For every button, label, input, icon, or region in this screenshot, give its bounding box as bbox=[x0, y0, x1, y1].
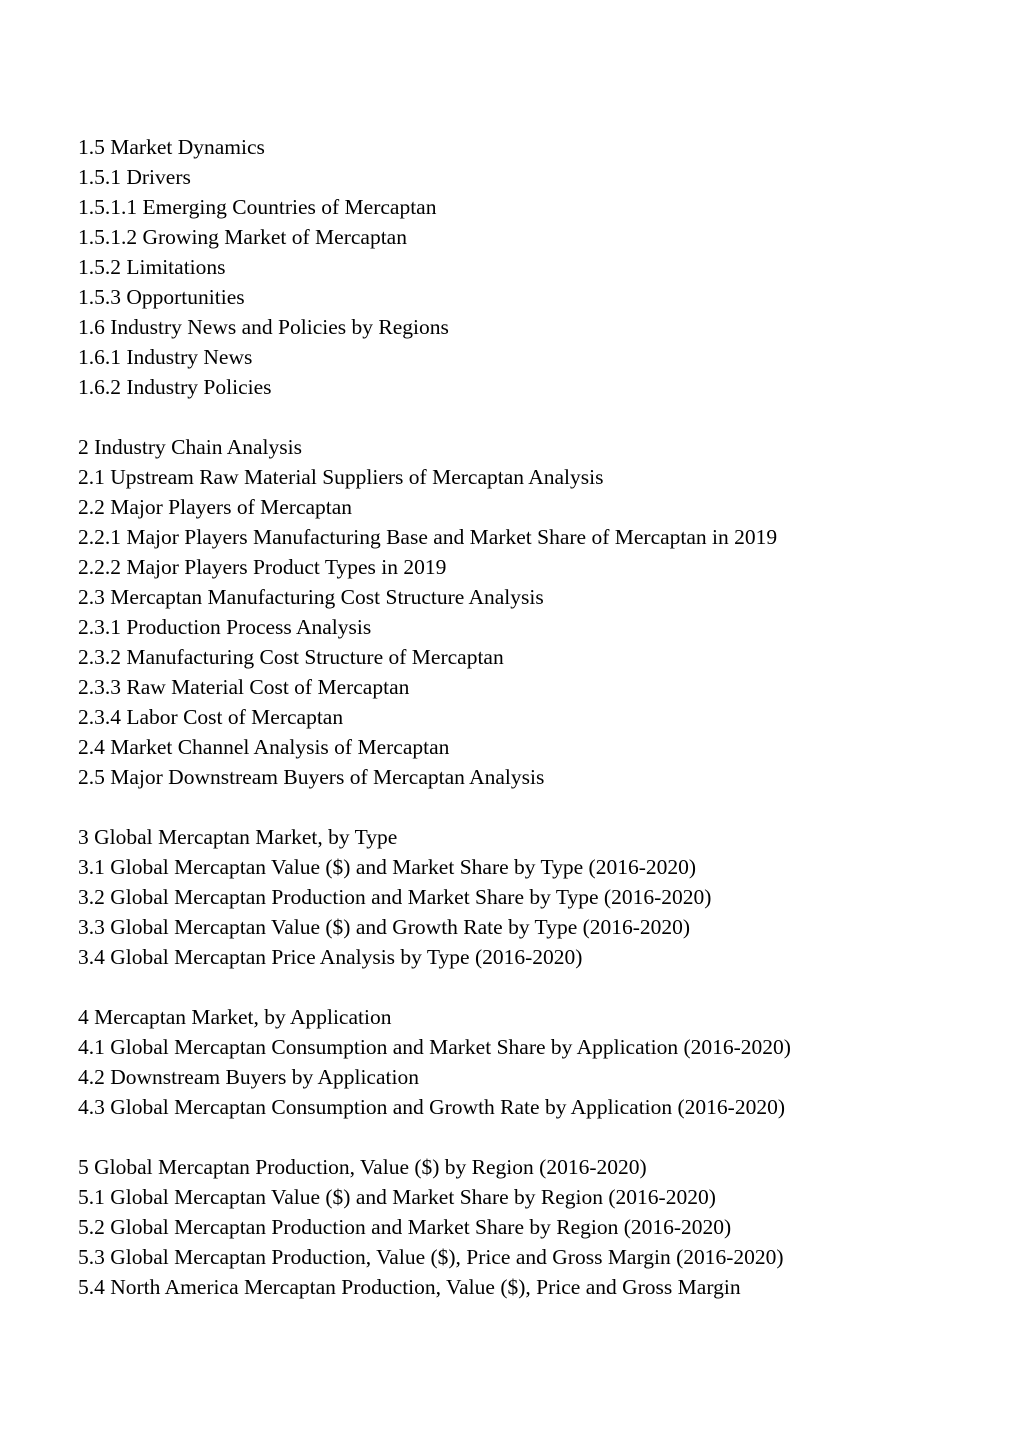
toc-entry: 4.1 Global Mercaptan Consumption and Market Share by Application (2016-2020) bbox=[78, 1035, 791, 1059]
toc-entry: 3.2 Global Mercaptan Production and Market Share by Type (2016-2020) bbox=[78, 885, 712, 909]
toc-entry: 3.1 Global Mercaptan Value ($) and Market Share by Type (2016-2020) bbox=[78, 855, 697, 879]
toc-entry: 2.5 Major Downstream Buyers of Mercaptan Analysis bbox=[78, 765, 545, 789]
toc-entry: 1.5.1.1 Emerging Countries of Mercaptan bbox=[78, 195, 437, 219]
toc-entry: 3.3 Global Mercaptan Value ($) and Growth Rate by Type (2016-2020) bbox=[78, 915, 691, 939]
toc-section-5 bbox=[78, 1152, 978, 1302]
toc-entry: 1.5.2 Limitations bbox=[78, 255, 226, 279]
toc-section-2 bbox=[78, 432, 978, 792]
toc-entry: 2.3.3 Raw Material Cost of Mercaptan bbox=[78, 675, 410, 699]
toc-entry: 2.3.1 Production Process Analysis bbox=[78, 615, 372, 639]
toc-section-1-5 bbox=[78, 132, 978, 402]
table-of-contents bbox=[78, 132, 978, 1302]
toc-entry: 2.2 Major Players of Mercaptan bbox=[78, 495, 353, 519]
toc-section-3 bbox=[78, 822, 978, 972]
toc-chapter-heading: 3 Global Mercaptan Market, by Type bbox=[78, 825, 398, 849]
toc-entry: 1.6.1 Industry News bbox=[78, 345, 253, 369]
toc-entry: 1.6 Industry News and Policies by Regions bbox=[78, 315, 449, 339]
toc-chapter-heading: 5 Global Mercaptan Production, Value ($) by Region (2016-2020) bbox=[78, 1155, 647, 1179]
toc-entry: 1.5.1.2 Growing Market of Mercaptan bbox=[78, 225, 407, 249]
toc-chapter-heading: 4 Mercaptan Market, by Application bbox=[78, 1005, 392, 1029]
toc-entry: 2.3.2 Manufacturing Cost Structure of Mercaptan bbox=[78, 645, 504, 669]
toc-entry: 5.4 North America Mercaptan Production, Value ($), Price and Gross Margin bbox=[78, 1275, 741, 1299]
toc-entry: 5.2 Global Mercaptan Production and Market Share by Region (2016-2020) bbox=[78, 1215, 732, 1239]
toc-entry: 4.3 Global Mercaptan Consumption and Growth Rate by Application (2016-2020) bbox=[78, 1095, 785, 1119]
toc-entry: 5.3 Global Mercaptan Production, Value ($), Price and Gross Margin (2016-2020) bbox=[78, 1245, 784, 1269]
toc-entry: 1.5 Market Dynamics bbox=[78, 135, 265, 159]
toc-entry: 2.4 Market Channel Analysis of Mercaptan bbox=[78, 735, 450, 759]
toc-entry: 1.5.1 Drivers bbox=[78, 165, 191, 189]
toc-entry: 2.2.2 Major Players Product Types in 2019 bbox=[78, 555, 447, 579]
toc-entry: 2.3.4 Labor Cost of Mercaptan bbox=[78, 705, 344, 729]
toc-entry: 2.2.1 Major Players Manufacturing Base and Market Share of Mercaptan in 2019 bbox=[78, 525, 778, 549]
toc-entry: 4.2 Downstream Buyers by Application bbox=[78, 1065, 419, 1089]
toc-entry: 1.6.2 Industry Policies bbox=[78, 375, 272, 399]
toc-entry: 2.3 Mercaptan Manufacturing Cost Structure Analysis bbox=[78, 585, 544, 609]
toc-entry: 2.1 Upstream Raw Material Suppliers of Mercaptan Analysis bbox=[78, 465, 604, 489]
toc-section-4 bbox=[78, 1002, 978, 1122]
toc-chapter-heading: 2 Industry Chain Analysis bbox=[78, 435, 302, 459]
toc-entry: 1.5.3 Opportunities bbox=[78, 285, 245, 309]
toc-entry: 5.1 Global Mercaptan Value ($) and Market Share by Region (2016-2020) bbox=[78, 1185, 716, 1209]
toc-entry: 3.4 Global Mercaptan Price Analysis by Type (2016-2020) bbox=[78, 945, 583, 969]
